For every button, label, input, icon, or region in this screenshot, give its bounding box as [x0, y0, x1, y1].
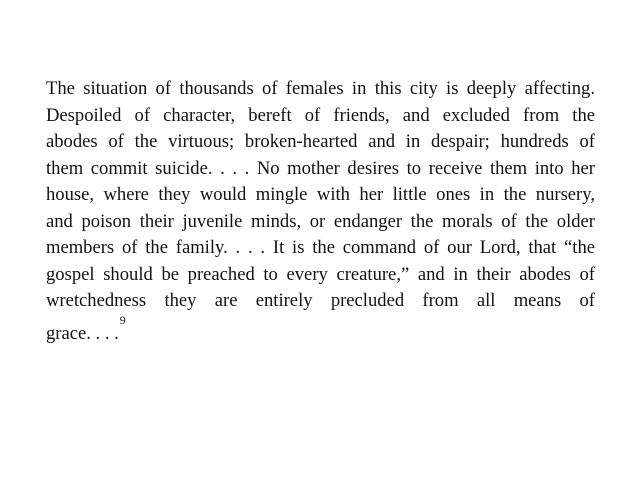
passage-line-2: Despoiled of character, bereft of friends, and excluded from the — [46, 104, 595, 126]
passage-line-10-text: grace. . . . — [46, 322, 119, 344]
passage-line-8: gospel should be preached to every creature,” and in their abodes of — [46, 263, 595, 285]
quoted-passage — [46, 76, 595, 347]
passage-line-6: and poison their juvenile minds, or endanger the morals of the older — [46, 210, 595, 232]
passage-line-9: wretchedness they are entirely precluded from all means of — [46, 290, 595, 311]
passage-line-4: them commit suicide. . . . No mother desires to receive them into her — [46, 157, 595, 179]
passage-line-1: The situation of thousands of females in this city is deeply affecting. — [46, 78, 595, 99]
passage-line-5: house, where they would mingle with her little ones in the nursery, — [46, 184, 595, 205]
passage-line-7: members of the family. . . . It is the command of our Lord, that “the — [46, 237, 595, 258]
footnote-marker: 9 — [119, 312, 126, 327]
passage-line-10 — [46, 312, 595, 348]
passage-line-3: abodes of the virtuous; broken-hearted and in despair; hundreds of — [46, 131, 595, 152]
